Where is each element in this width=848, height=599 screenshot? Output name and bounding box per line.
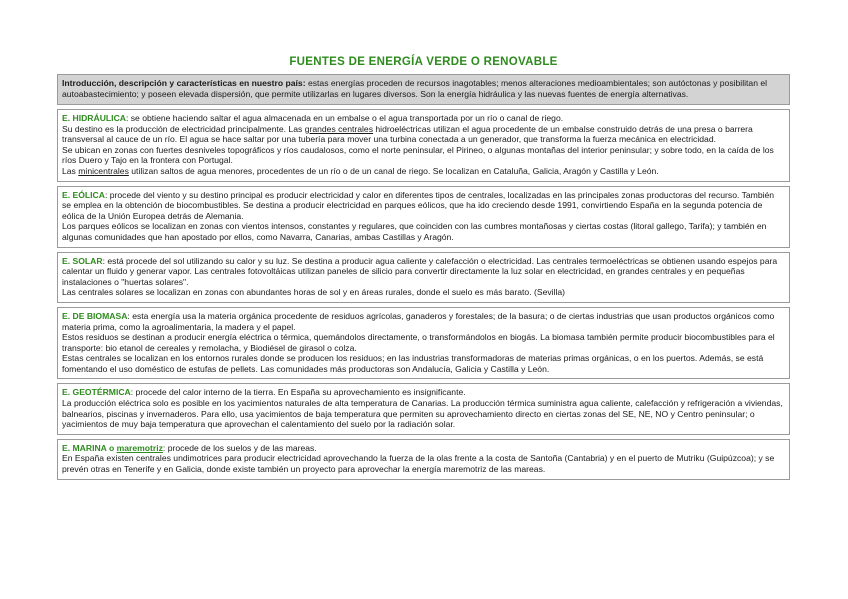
section-biomasa (57, 307, 790, 380)
paragraph: Estas centrales se localizan en los entornos rurales donde se producen los residuos; en las industrias transformadoras de materias primas orgánicas, o en los puertos. Además, se está fomentando el uso doméstico de estufas de pellets. Las comunidades más productoras son Andalucía, Galicia y Castilla y León. (62, 353, 764, 374)
section-heading: E. GEOTÉRMICA (62, 387, 131, 398)
paragraph: Las (62, 165, 79, 176)
section-heading: E. MARINA (62, 442, 107, 453)
section-heading: E. HIDRÁULICA (62, 113, 126, 123)
section-heading-underlined: maremotriz (116, 442, 163, 453)
section-geotermica (57, 383, 790, 434)
section-solar (57, 252, 790, 303)
paragraph: Las centrales solares se localizan en zonas con abundantes horas de sol y en áreas rurales, donde el suelo es más barato. (Sevilla) (62, 287, 566, 298)
paragraph: : esta energía usa la materia orgánica procedente de residuos agrícolas, ganaderos y forestales; de la basura; o de ciertas industrias que usan productos orgánicos como materia prima, como la agroalimentaria, la madera y el papel. (62, 310, 775, 332)
paragraph: Se ubican en zonas con fuertes desniveles topográficos y ríos caudalosos, como el norte peninsular, el Pirineo, o algunas montañas del interior peninsular; y sobre todo, en la caída de los ríos Duero y Tajo en la frontera con Portugal. (62, 144, 774, 166)
intro-text: estas energías proceden de recursos inagotables; menos alteraciones medioambientales; son autóctonas y posibilitan el autoabastecimiento; y poseen elevada dispersión, que permite utilizarlas en lugares diversos. Son la energía hidráulica y las nuevas fuentes de energía alternativas. (62, 78, 768, 99)
paragraph: La producción eléctrica solo es posible en los yacimientos naturales de alta temperatura de Canarias. La producción térmica suministra agua caliente, calefacción y refrigeración a viviendas, balnearios, piscinas y invernaderos. Para ello, usa yacimientos de baja temperatura que permiten su aprovechamiento directo en ciertas zonas del SE, NE, NO y Centro peninsular; o yacimientos de muy baja temperatura que aprovechan el calentamiento del suelo por la radiación solar. (62, 398, 783, 430)
paragraph: : procede del calor interno de la tierra. En España su aprovechamiento es insignificante. (130, 387, 466, 398)
paragraph: : se obtiene haciendo saltar el agua almacenada en un embalse o el agua transportada por un río o canal de riego. (125, 113, 564, 123)
page-title: FUENTES DE ENERGÍA VERDE O RENOVABLE (289, 56, 558, 68)
section-marina (57, 439, 790, 480)
document-page (57, 54, 790, 480)
paragraph: : procede de los suelos y de las mareas. (162, 442, 317, 453)
section-heading: E. EÓLICA (62, 189, 105, 200)
section-heading: E. SOLAR (62, 255, 103, 266)
paragraph: Su destino es la producción de electricidad principalmente. Las (62, 123, 305, 134)
section-hidraulica (57, 109, 790, 182)
paragraph: hidroeléctricas utilizan el agua procedente de un embalse construido detrás de una presa o barrera transversal al cauce de un río. El agua se hace saltar por una tubería para mover una turbina conectada a un generador, que transforma la fuerza mecánica en electricidad. (62, 123, 753, 145)
intro-box (57, 74, 790, 105)
section-heading-connector: o (106, 442, 117, 453)
section-heading: E. DE BIOMASA (62, 310, 128, 321)
underlined-term: grandes centrales (304, 123, 374, 134)
underlined-term: minicentrales (78, 165, 129, 176)
paragraph: utilizan saltos de agua menores, procedentes de un río o de un canal de riego. Se localizan en Cataluña, Galicia, Aragón y Castilla y León. (128, 165, 659, 176)
paragraph: Los parques eólicos se localizan en zonas con vientos intensos, constantes y regulares, que coinciden con las cumbres montañosas y ciertas costas (litoral gallego, Tarifa); y también en algunas comunidades que han apostado por ellos, como Navarra, Canarias, ambas Castillas y Aragón. (62, 221, 767, 242)
paragraph: : procede del viento y su destino principal es producir electricidad y calor en diferentes tipos de centrales, localizadas en las principales zonas productoras del recurso. También se emplea en la obtención de biocombustibles. Se destina a producir electricidad en parques eólicos, que ha ido creciendo desde 1991, convirtiendo España en la segunda potencia de eólica de la Unión Europea detrás de Alemania. (62, 189, 775, 221)
paragraph: En España existen centrales undimotrices para producir electricidad aprovechando la fuerza de la olas frente a la costa de Santoña (Cantabria) y en el puerto de Mutriku (Guipúzcoa); y se prevén otras en Tenerife y en Galicia, donde existe también un proyecto para aprovechar la energía maremotriz de las mareas. (62, 453, 775, 475)
intro-lead: Introducción, descripción y características en nuestro país: (62, 78, 306, 88)
section-eolica (57, 186, 790, 248)
paragraph: Estos residuos se destinan a producir energía eléctrica o térmica, quemándolos directamente, o transformándolos en biogás. La biomasa también permite producir biocombustibles para el transporte: bio etanol de cereales y remolacha, y Biodiésel de girasol o colza. (62, 332, 775, 353)
paragraph: : está procede del sol utilizando su calor y su luz. Se destina a producir agua caliente y calefacción o electricidad. Las centrales termoeléctricas se obtienen usando espejos para calentar un fluido y generar vapor. Las centrales fotovoltáicas utilizan paneles de silicio para convertir directamente la luz solar en electricidad, en grandes centrales y en pequeñas instalaciones o "huertas solares". (62, 255, 778, 287)
